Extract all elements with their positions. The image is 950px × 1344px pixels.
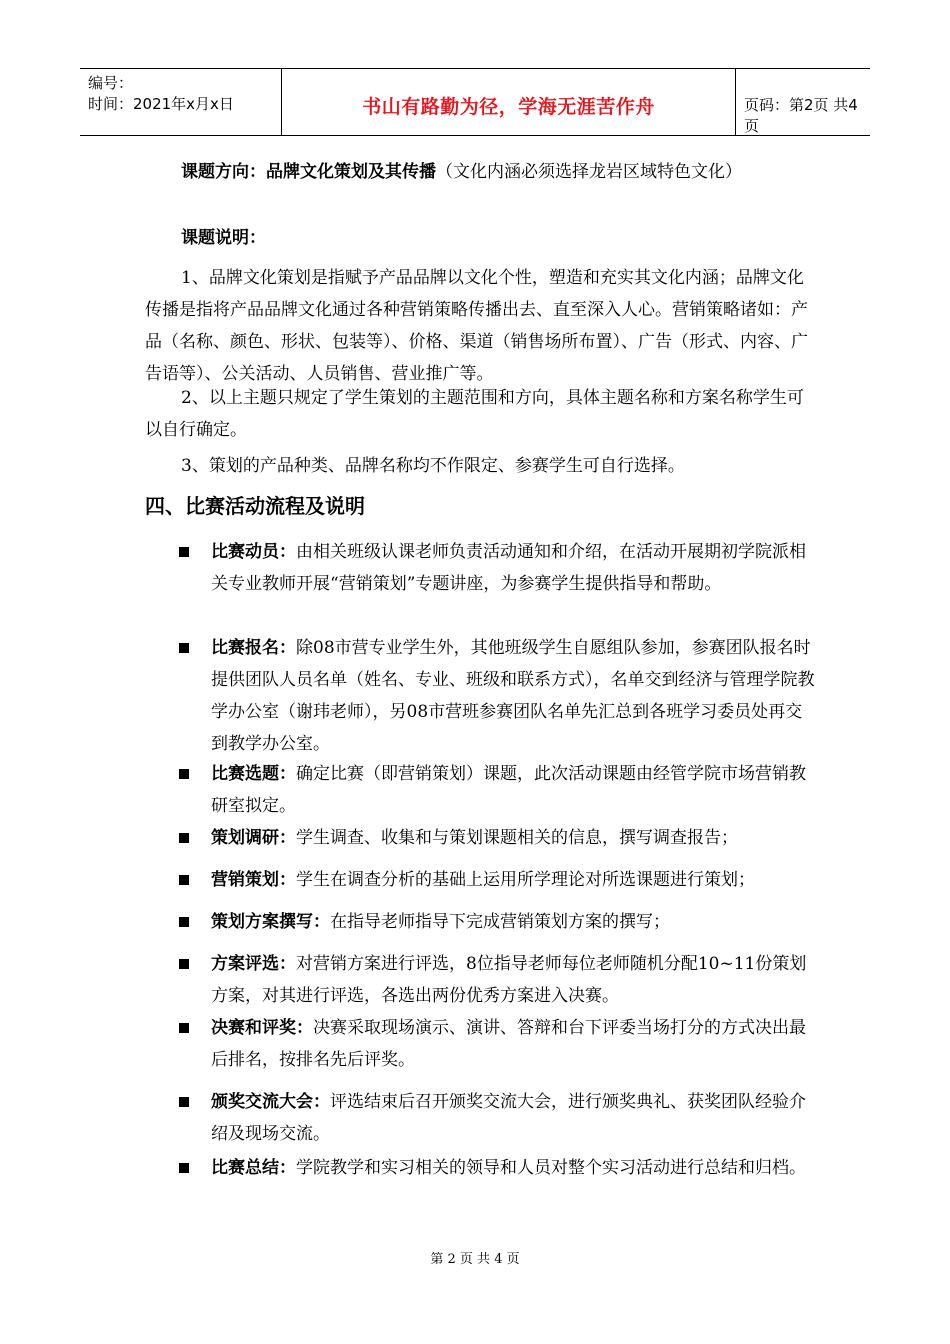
process-item [179, 1152, 819, 1184]
description-item-2: 2、以上主题只规定了学生策划的主题范围和方向，具体主题名称和方案名称学生可以自行确定。 [145, 388, 804, 440]
process-item-label: 决赛和评奖： [211, 1018, 313, 1038]
topic-label: 课题方向：品牌文化策划及其传播 [181, 162, 436, 182]
process-item-label: 比赛总结： [211, 1158, 296, 1178]
section-title: 四、比赛活动流程及说明 [145, 494, 365, 518]
process-item [179, 906, 819, 938]
header-page-cell [736, 69, 870, 135]
process-item-label: 策划方案撰写： [211, 912, 330, 932]
process-item [179, 822, 819, 854]
document-number-label: 编号： [88, 74, 134, 92]
bullet-square-icon [179, 917, 189, 927]
process-item [179, 632, 819, 760]
description-item-1: 1、品牌文化策划是指赋予产品品牌以文化个性，塑造和充实其文化内涵；品牌文化传播是指将产品品牌文化通过各种营销策略传播出去、直至深入人心。营销策略诸如：产品（名称、颜色、形状、包装等）、价格、渠道（销售场所布置）、广告（形式、内容、广告语等）、公关活动、人员销售、营业推广等。 [145, 268, 808, 384]
bullet-square-icon [179, 643, 189, 653]
description-heading: 课题说明： [181, 228, 266, 248]
process-item-text: 学生调查、收集和与策划课题相关的信息，撰写调查报告； [296, 828, 738, 848]
process-item [179, 536, 819, 600]
process-item-text: 确定比赛（即营销策划）课题，此次活动课题由经管学院市场营销教研室拟定。 [211, 764, 806, 816]
bullet-square-icon [179, 1023, 189, 1033]
bullet-square-icon [179, 1163, 189, 1173]
header-motto-cell [281, 69, 736, 135]
process-item-label: 比赛动员： [211, 542, 296, 562]
process-item-label: 比赛选题： [211, 764, 296, 784]
process-item-text: 学院教学和实习相关的领导和人员对整个实习活动进行总结和归档。 [296, 1158, 806, 1178]
bullet-square-icon [179, 769, 189, 779]
process-item-text: 在指导老师指导下完成营销策划方案的撰写； [330, 912, 670, 932]
document-date: 时间：2021年x月x日 [88, 95, 234, 113]
process-item-label: 策划调研： [211, 828, 296, 848]
process-item-text: 由相关班级认课老师负责活动通知和介绍，在活动开展期初学院派相关专业教师开展“营销策划”专题讲座，为参赛学生提供指导和帮助。 [211, 542, 806, 594]
bullet-square-icon [179, 547, 189, 557]
topic-direction [145, 156, 815, 188]
bullet-square-icon [179, 833, 189, 843]
process-item-label: 比赛报名： [211, 638, 296, 658]
process-item [179, 758, 819, 822]
process-item [179, 948, 819, 1012]
page-footer: 第 2 页 共 4 页 [430, 1252, 520, 1267]
process-item [179, 864, 819, 896]
process-item-text: 学生在调查分析的基础上运用所学理论对所选课题进行策划； [296, 870, 755, 890]
header-page-number: 页码：第2页 共4页 [744, 96, 858, 135]
page-header-table [80, 68, 870, 136]
process-item-label: 颁奖交流大会： [211, 1092, 330, 1112]
process-item [179, 1086, 819, 1150]
description-item-3: 3、策划的产品种类、品牌名称均不作限定、参赛学生可自行选择。 [181, 456, 685, 476]
process-item-text: 对营销方案进行评选，8位指导老师每位老师随机分配10~11份策划方案，对其进行评选，各选出两份优秀方案进入决赛。 [211, 954, 807, 1006]
header-motto: 书山有路勤为径，学海无涯苦作舟 [362, 96, 655, 118]
process-item-label: 营销策划： [211, 870, 296, 890]
process-item-label: 方案评选： [211, 954, 296, 974]
process-item-text: 除08市营专业学生外，其他班级学生自愿组队参加，参赛团队报名时提供团队人员名单（姓名、专业、班级和联系方式），名单交到经济与管理学院教学办公室（谢玮老师），另08市营班参赛团队名单先汇总到各班学习委员处再交到教学办公室。 [211, 638, 815, 754]
topic-note: （文化内涵必须选择龙岩区域特色文化） [436, 162, 742, 182]
process-item-text: 决赛采取现场演示、演讲、答辩和台下评委当场打分的方式决出最后排名，按排名先后评奖。 [211, 1018, 806, 1070]
process-item [179, 1012, 819, 1076]
bullet-square-icon [179, 1097, 189, 1107]
bullet-square-icon [179, 875, 189, 885]
header-info-cell [80, 69, 281, 135]
process-item-text: 评选结束后召开颁奖交流大会，进行颁奖典礼、获奖团队经验介绍及现场交流。 [211, 1092, 806, 1144]
bullet-square-icon [179, 959, 189, 969]
